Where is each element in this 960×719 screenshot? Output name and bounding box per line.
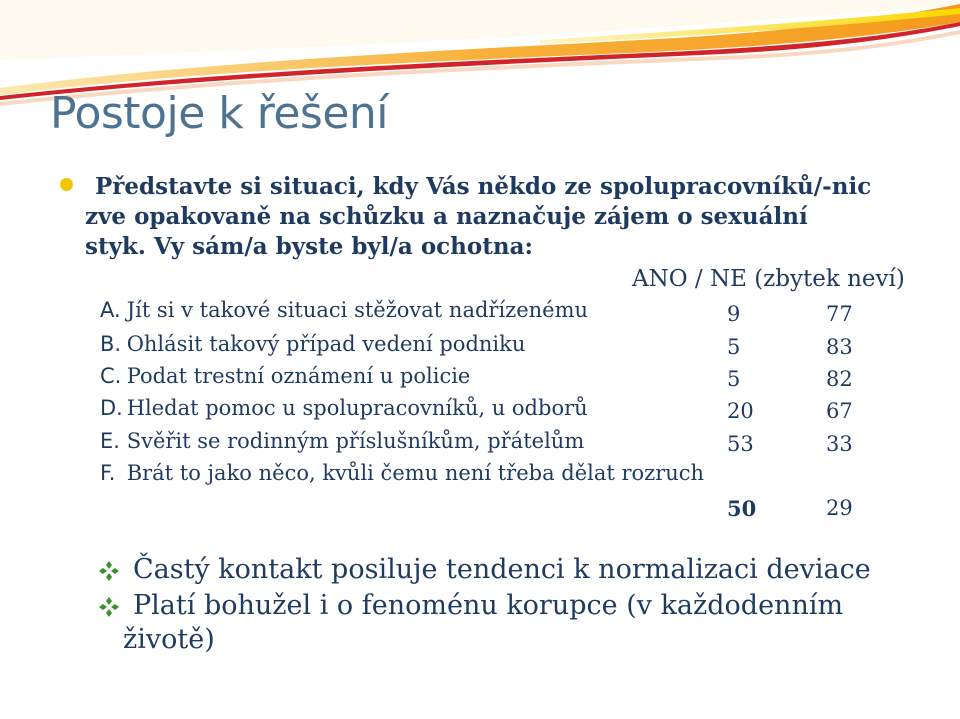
- item-text: Hledat pomoc u spolupracovníků, u odborů: [126, 396, 588, 420]
- item-letter: A.: [100, 298, 121, 322]
- item-c-ne: 82: [826, 367, 853, 391]
- item-a-ano: 9: [727, 302, 741, 326]
- list-item-b: [100, 332, 525, 362]
- item-text: Podat trestní oznámení u policie: [126, 364, 471, 388]
- item-text: Jít si v takové situaci stěžovat nadřízenému: [126, 298, 589, 322]
- item-b-ne: 83: [826, 335, 853, 359]
- column-header: ANO / NE (zbytek neví): [632, 266, 905, 292]
- bottom-point-1: Častý kontakt posiluje tendenci k normalizaci deviace: [133, 554, 871, 585]
- item-a-ne: 77: [826, 302, 853, 326]
- item-d-ano: 20: [727, 399, 754, 423]
- item-text: Brát to jako něco, kvůli čemu není třeba dělat rozruch: [126, 461, 705, 485]
- item-letter: B.: [100, 332, 122, 356]
- item-f-ne: 29: [826, 496, 853, 520]
- list-item-f: [100, 461, 704, 491]
- bottom-point-2: Platí bohužel i o fenoménu korupce (v každodenním: [133, 590, 844, 621]
- item-b-ano: 5: [727, 335, 741, 359]
- four-diamond-icon: [98, 596, 120, 618]
- bottom-point-2-continued: životě): [123, 624, 215, 655]
- intro-line-2: zve opakovaně na schůzku a naznačuje zájem o sexuální: [85, 203, 808, 230]
- item-d-ne: 67: [826, 399, 853, 423]
- item-e-ano: 53: [727, 432, 754, 456]
- item-text: Ohlásit takový případ vedení podniku: [126, 332, 526, 356]
- item-letter: F.: [100, 461, 116, 485]
- intro-paragraph: [87, 172, 937, 262]
- item-letter: E.: [100, 429, 120, 453]
- item-text: Svěřit se rodinným příslušníkům, přátelům: [126, 429, 585, 453]
- intro-line-3: styk. Vy sám/a byste byl/a ochotna:: [85, 233, 533, 260]
- intro-line-1: Představte si situaci, kdy Vás někdo ze spolupracovníků/-nic: [95, 173, 872, 200]
- list-item-d: [100, 396, 588, 426]
- list-item-a: [100, 298, 588, 328]
- list-item-e: [100, 429, 584, 459]
- item-e-ne: 33: [826, 432, 853, 456]
- four-diamond-icon: [98, 560, 120, 582]
- item-f-ano: 50: [727, 496, 757, 521]
- slide-title: Postoje k řešení: [50, 88, 389, 139]
- item-letter: D.: [100, 396, 123, 420]
- item-c-ano: 5: [727, 367, 741, 391]
- list-item-c: [100, 364, 470, 394]
- round-bullet-icon: [60, 178, 73, 191]
- item-letter: C.: [100, 364, 122, 388]
